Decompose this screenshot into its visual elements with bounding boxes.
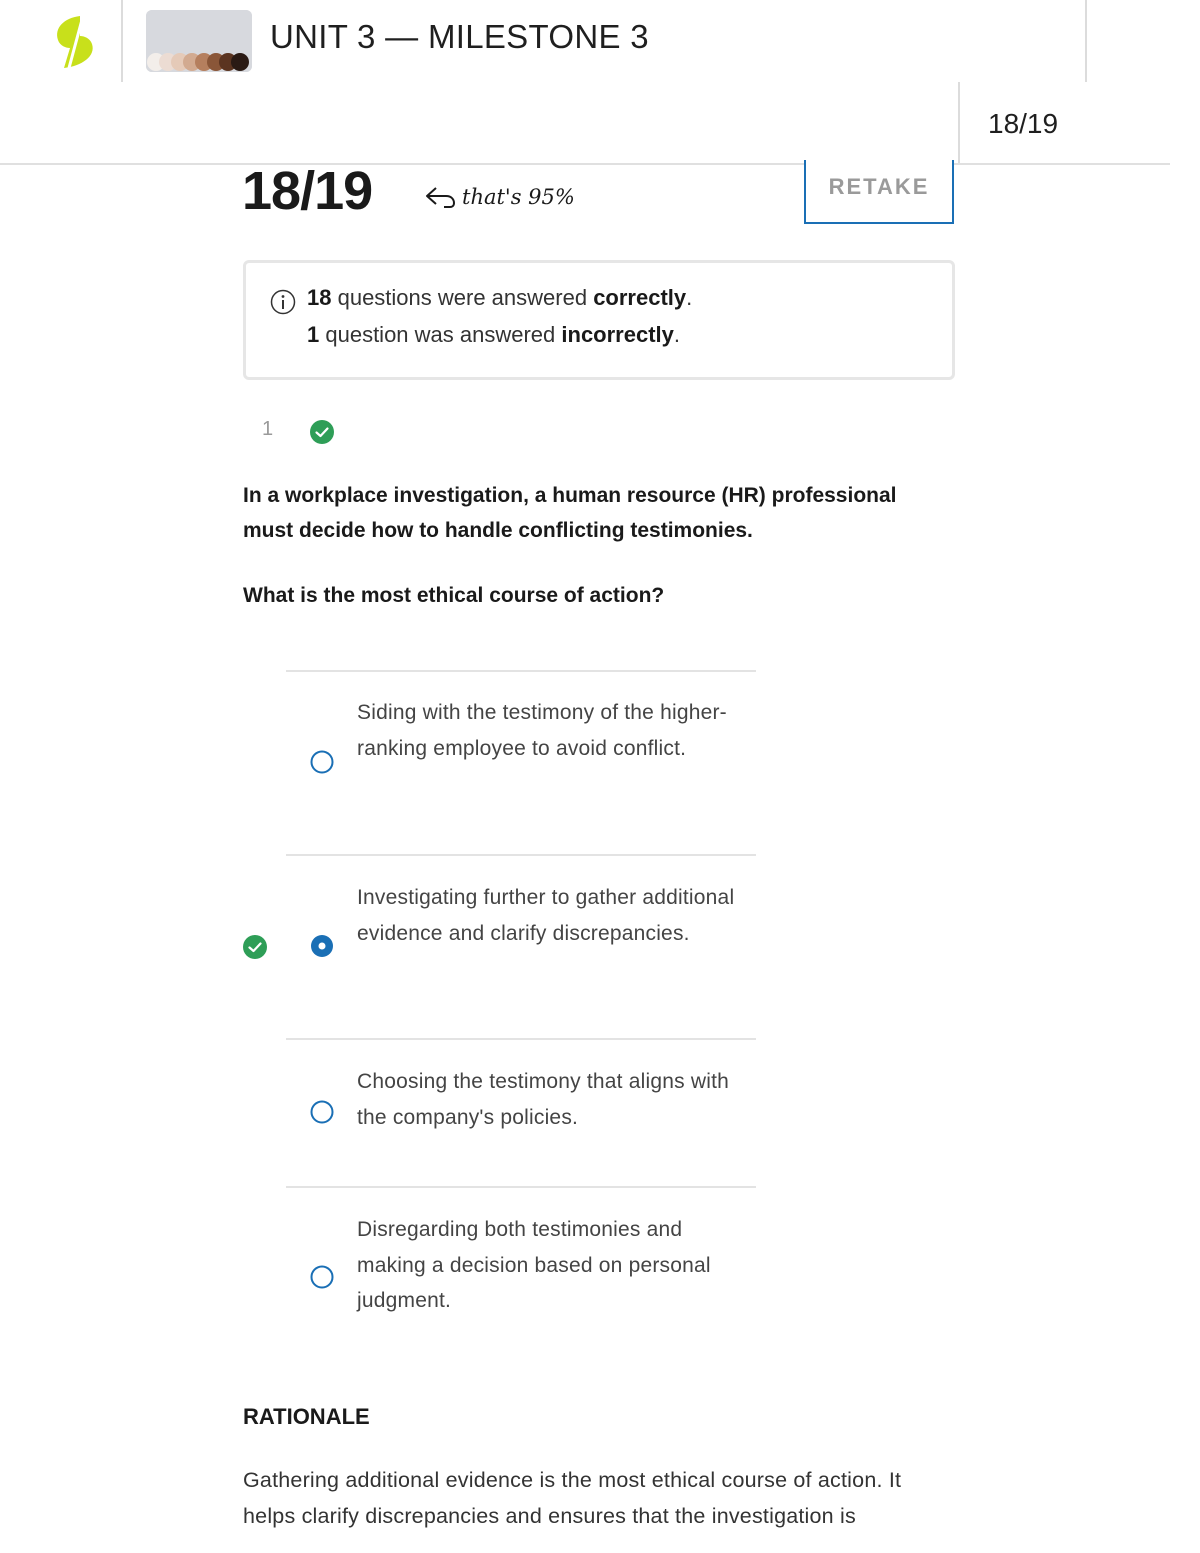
question-prompt: What is the most ethical course of action? <box>243 584 665 607</box>
radio-empty-icon[interactable] <box>310 1100 334 1124</box>
radio-selected-icon[interactable] <box>310 934 334 958</box>
course-thumbnail <box>146 10 252 72</box>
info-icon <box>270 289 296 315</box>
score: 18/19 <box>242 161 373 221</box>
progress-divider <box>958 82 960 164</box>
result-summary <box>243 260 955 380</box>
retake-button[interactable]: RETAKE <box>804 160 954 224</box>
progress-counter: 18/19 <box>988 108 1059 139</box>
check-circle-icon <box>309 419 335 445</box>
score-note-text: that's 95% <box>462 185 575 209</box>
rationale-text: Gathering additional evidence is the most ethical course of action. It helps clarify discrepancies and ensures that the investigation is <box>243 1468 902 1528</box>
page-title: UNIT 3 — MILESTONE 3 <box>270 18 649 55</box>
radio-empty-icon[interactable] <box>310 750 334 774</box>
option-text[interactable]: Siding with the testimony of the higher-ranking employee to avoid conflict. <box>357 701 727 760</box>
option-text[interactable]: Disregarding both testimonies and making a decision based on personal judgment. <box>357 1218 711 1312</box>
score-note <box>424 184 575 210</box>
radio-empty-icon[interactable] <box>310 1265 334 1289</box>
header-divider <box>121 0 123 82</box>
summary-correct-line: 18 questions were answered correctly. <box>307 285 693 310</box>
rationale-heading: RATIONALE <box>243 1404 370 1429</box>
question-number: 1 <box>262 418 274 440</box>
question-stem: In a workplace investigation, a human resource (HR) professional must decide how to handle conflicting testimonies. <box>243 484 897 542</box>
summary-incorrect-line: 1 question was answered incorrectly. <box>307 322 681 347</box>
reply-arrow-icon <box>424 184 458 210</box>
option-divider <box>286 1038 756 1040</box>
option-divider <box>286 670 756 672</box>
option-divider <box>286 1186 756 1188</box>
logo-icon[interactable] <box>50 12 102 72</box>
subbar-divider <box>0 163 1170 165</box>
option-text[interactable]: Investigating further to gather additional evidence and clarify discrepancies. <box>357 886 735 945</box>
header-divider-right <box>1085 0 1087 82</box>
check-circle-icon <box>242 934 268 960</box>
option-text[interactable]: Choosing the testimony that aligns with the company's policies. <box>357 1070 729 1129</box>
option-divider <box>286 854 756 856</box>
